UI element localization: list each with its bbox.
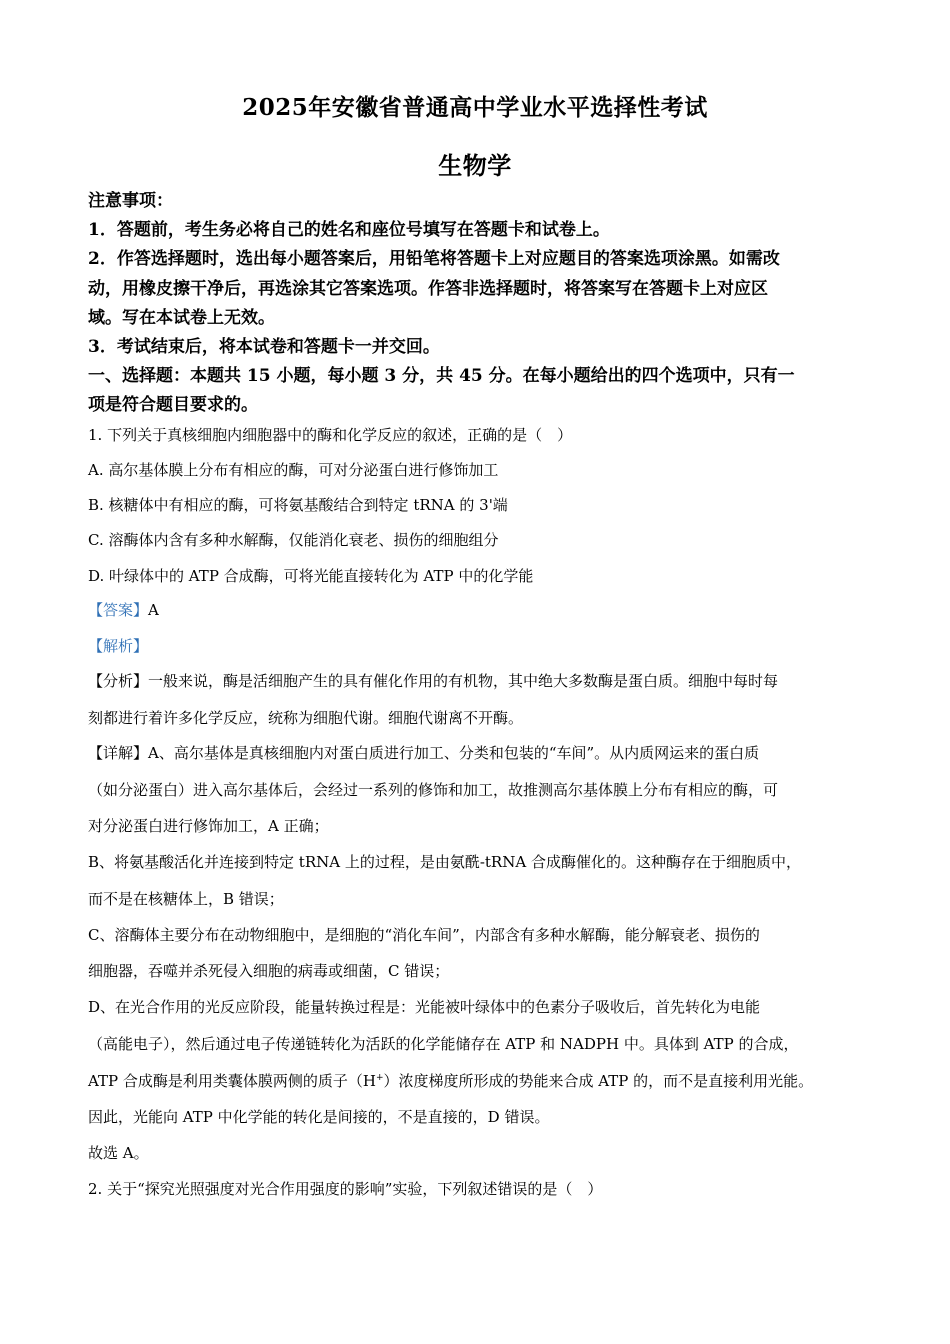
detail-line-10-part-2: ）浓度梯度所形成的势能来合成 ATP 的，而不是直接利用光能。 bbox=[383, 1072, 814, 1090]
notice-item-2-line-3: 域。写在本试卷上无效。 bbox=[88, 308, 275, 328]
exam-title: 2025年安徽省普通高中学业水平选择性考试 bbox=[242, 94, 708, 121]
question-2-stem: 2. 关于“探究光照强度对光合作用强度的影响”实验，下列叙述错误的是（ ） bbox=[88, 1180, 603, 1198]
detail-line-1: 【详解】A、高尔基体是真核细胞内对蛋白质进行加工、分类和包装的“车间”。从内质网运来的蛋白质 bbox=[88, 744, 760, 762]
question-1-option-a: A. 高尔基体膜上分布有相应的酶，可对分泌蛋白进行修饰加工 bbox=[88, 461, 499, 479]
detail-line-9: （高能电子），然后通过电子传递链转化为活跃的化学能储存在 ATP 和 NADPH 中。具体到 ATP 的合成， bbox=[88, 1035, 799, 1053]
answer-row bbox=[88, 600, 888, 620]
notice-heading: 注意事项： bbox=[88, 191, 173, 211]
detail-line-7: 细胞器，吞噬并杀死侵入细胞的病毒或细菌，C 错误； bbox=[88, 962, 450, 980]
answer-tag: 【答案】 bbox=[88, 601, 149, 619]
detail-line-6: C、溶酶体主要分布在动物细胞中，是细胞的“消化车间”，内部含有多种水解酶，能分解衰老、损伤的 bbox=[88, 926, 760, 944]
fenxi-line-2: 刻都进行着许多化学反应，统称为细胞代谢。细胞代谢离不开酶。 bbox=[88, 709, 524, 727]
notice-item-2-line-1: 2．作答选择题时，选出每小题答案后，用铅笔将答题卡上对应题目的答案选项涂黑。如需改 bbox=[88, 249, 780, 269]
notice-item-3: 3．考试结束后，将本试卷和答题卡一并交回。 bbox=[88, 337, 440, 357]
question-1-option-b: B. 核糖体中有相应的酶，可将氨基酸结合到特定 tRNA 的 3'端 bbox=[88, 496, 508, 514]
question-1-stem: 1. 下列关于真核细胞内细胞器中的酶和化学反应的叙述，正确的是（ ） bbox=[88, 426, 573, 444]
detail-line-11: 因此，光能向 ATP 中化学能的转化是间接的，不是直接的，D 错误。 bbox=[88, 1108, 550, 1126]
section-heading-line-1: 一、选择题：本题共 15 小题，每小题 3 分，共 45 分。在每小题给出的四个选项中，只有一 bbox=[88, 366, 795, 386]
detail-line-5: 而不是在核糖体上，B 错误； bbox=[88, 890, 284, 908]
notice-item-1: 1．答题前，考生务必将自己的姓名和座位号填写在答题卡和试卷上。 bbox=[88, 220, 610, 240]
analysis-tag: 【解析】 bbox=[88, 637, 149, 655]
detail-line-10 bbox=[88, 1071, 888, 1091]
detail-line-8: D、在光合作用的光反应阶段，能量转换过程是：光能被叶绿体中的色素分子吸收后，首先转化为电能 bbox=[88, 998, 761, 1016]
proton-charge-superscript: + bbox=[375, 1073, 384, 1083]
question-1-option-d: D. 叶绿体中的 ATP 合成酶，可将光能直接转化为 ATP 中的化学能 bbox=[88, 567, 534, 585]
section-heading-line-2: 项是符合题目要求的。 bbox=[88, 395, 258, 415]
notice-item-2-line-2: 动，用橡皮擦干净后，再选涂其它答案选项。作答非选择题时，将答案写在答题卡上对应区 bbox=[88, 279, 768, 299]
answer-value: A bbox=[148, 601, 159, 619]
subject-title: 生物学 bbox=[438, 151, 512, 180]
detail-line-10-part-1: ATP 合成酶是利用类囊体膜两侧的质子（H bbox=[88, 1072, 376, 1090]
fenxi-line-1: 【分析】一般来说，酶是活细胞产生的具有催化作用的有机物，其中绝大多数酶是蛋白质。细胞中每时每 bbox=[88, 672, 779, 690]
conclusion: 故选 A。 bbox=[88, 1144, 149, 1162]
question-1-option-c: C. 溶酶体内含有多种水解酶，仅能消化衰老、损伤的细胞组分 bbox=[88, 531, 499, 549]
detail-line-3: 对分泌蛋白进行修饰加工，A 正确； bbox=[88, 817, 329, 835]
detail-line-2: （如分泌蛋白）进入高尔基体后，会经过一系列的修饰和加工，故推测高尔基体膜上分布有相应的酶，可 bbox=[88, 781, 779, 799]
detail-line-4: B、将氨基酸活化并连接到特定 tRNA 上的过程，是由氨酰-tRNA 合成酶催化的。这种酶存在于细胞质中， bbox=[88, 853, 801, 871]
